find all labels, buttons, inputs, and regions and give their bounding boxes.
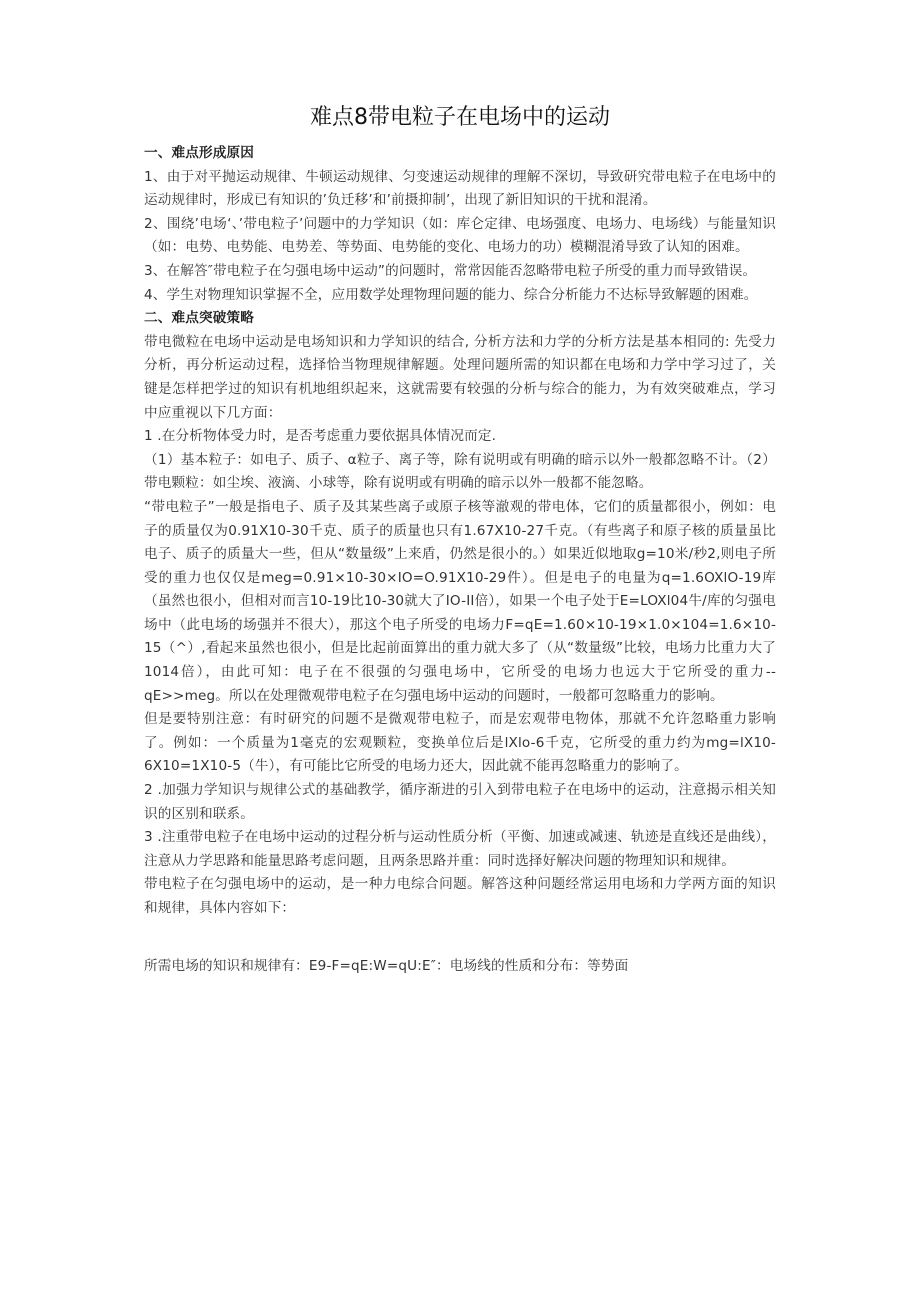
paragraph: “带电粒子”一般是指电子、质子及其某些离子或原子核等澈观的带电体，它们的质量都很小，例如：电子的质量仅为0.91X10-30千克、质子的质量也只有1.67X10-27千克。（有些离子和原子核的质量虽比电子、质子的质量大一些，但从“数量级”上来盾，仍然是很小的。）如果近似地取g=10米/秒2,则电子所受的重力也仅仅是meg=0.91×10-30×IO=O.91X10-29件）。但是电子的电量为q=1.6OXlO-19库（虽然也很小，但相对而言10-19比10-30就大了IO-II倍），如果一个电子处于E=LOXl04牛/库的匀强电场中（此电场的场强并不很大），那这个电子所受的电场力F=qE=1.60×10-19×1.0×104=1.6×10-15（^）,看起来虽然也很小，但是比起前面算出的重力就大多了（从“数量级”比较，电场力比重力大了1014倍），由此可知：电子在不很强的匀强电场中，它所受的电场力也远大于它所受的重力--qE>>meg。所以在处理微观带电粒子在匀强电场中运动的问题时，一般都可忽略重力的影响。: [144, 498, 776, 704]
paragraph: （1）基本粒子：如电子、质子、α粒子、离子等，除有说明或有明确的暗示以外一般都忽略不计。（2）带电颗粒：如尘埃、液滴、小球等，除有说明或有明确的暗示以外一般都不能忽略。: [144, 451, 776, 492]
paragraph: 4、学生对物理知识掌握不全，应用数学处理物理问题的能力、综合分析能力不达标导致解题的困难。: [144, 286, 758, 303]
paragraph: 3、在解答″带电粒子在匀强电场中运动”的问题时，常常因能否忽略带电粒子所受的重力而导致错误。: [144, 262, 757, 279]
paragraph: 2 .加强力学知识与规律公式的基础教学，循序渐进的引入到带电粒子在电场中的运动，注意揭示相关知识的区别和联系。: [144, 782, 776, 822]
footer-line: 所需电场的知识和规律有：E9-F=qE:W=qU:E″：电场线的性质和分布：等势面: [144, 957, 629, 974]
paragraph: 带电粒子在匀强电场中的运动，是一种力电综合问题。解答这种问题经常运用电场和力学两方面的知识和规律，具体内容如下：: [144, 876, 776, 916]
paragraph: 3 .注重带电粒子在电场中运动的过程分析与运动性质分析（平衡、加速或减速、轨迹是直线还是曲线），注意从力学思路和能量思路考虑问题，且两条思路并重：同时选择好解决问题的物理知识和规律。: [144, 829, 776, 869]
paragraph: 1 .在分析物体受力时，是否考虑重力要依据具体情况而定.: [144, 428, 497, 445]
section-heading-causes: 一、难点形成原因: [144, 145, 254, 161]
paragraph: 1、由于对平抛运动规律、牛顿运动规律、匀变速运动规律的理解不深切，导致研究带电粒子在电场中的运动规律时，形成已有知识的’负迁移’和’前摄抑制’，出现了新旧知识的干扰和混淆。: [144, 168, 776, 209]
section-heading-strategies: 二、难点突破策略: [144, 310, 254, 327]
paragraph: 2、围绕’电场‘、’带电粒子’问题中的力学知识（如：库仑定律、电场强度、电场力、电场线）与能量知识（如：电势、电势能、电势差、等势面、电势能的变化、电场力的功）模糊混淆导致了认知的困难。: [144, 215, 776, 256]
paragraph: 带电微粒在电场中运动是电场知识和力学知识的结合, 分析方法和力学的分析方法是基本相同的: 先受力分析，再分析运动过程，选择恰当物理规律解题。处理问题所需的知识都在电场和力学中学习过了，关键是怎样把学过的知识有机地组织起来，这就需要有较强的分析与综合的能力，为有效突破难点，学习中应重视以下几方面：: [144, 333, 776, 421]
page-title: 难点8带电粒子在电场中的运动: [310, 105, 610, 130]
blank-gap: [144, 921, 776, 955]
paragraph: 但是要特别注意：有时研究的问题不是微观带电粒子，而是宏观带电物体，那就不允许忽略重力影响了。例如：一个质量为1毫克的宏观颗粒，变换单位后是lXlo-6千克，它所受的重力约为mg=lX10-6X10=1X10-5（牛），有可能比它所受的电场力还大，因此就不能再忽略重力的影响了。: [144, 711, 776, 775]
document-body: [144, 142, 776, 978]
